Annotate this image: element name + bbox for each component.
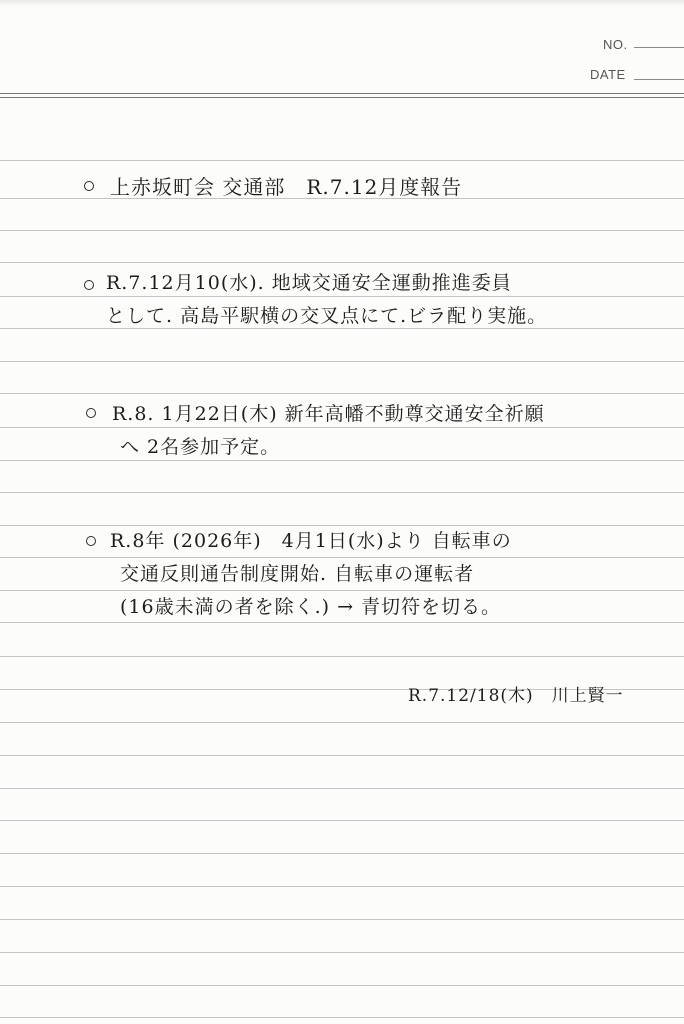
- item2-line2: へ 2名参加予定。: [120, 436, 281, 458]
- ruled-line: [0, 230, 684, 231]
- ruled-line: [0, 460, 684, 461]
- bullet-icon: [86, 536, 96, 546]
- ruled-line: [0, 622, 684, 623]
- ruled-line: [0, 985, 684, 986]
- ruled-line: [0, 557, 684, 558]
- ruled-line: [0, 328, 684, 329]
- no-underline: [634, 47, 684, 48]
- report-title: 上赤坂町会 交通部 R.7.12月度報告: [110, 175, 463, 199]
- ruled-line: [0, 262, 684, 263]
- ruled-line: [0, 492, 684, 493]
- ruled-line: [0, 788, 684, 789]
- date-underline: [634, 79, 684, 80]
- ruled-line: [0, 919, 684, 920]
- page-top-edge: [0, 0, 684, 6]
- ruled-line: [0, 755, 684, 756]
- ruled-line: [0, 656, 684, 657]
- bullet-icon: [86, 408, 96, 418]
- item1-line2: として. 高島平駅横の交叉点にて.ビラ配り実施。: [106, 305, 548, 327]
- item3-line1: R.8年 (2026年) 4月1日(水)より 自転車の: [110, 530, 512, 552]
- ruled-line: [0, 886, 684, 887]
- ruled-line: [0, 393, 684, 394]
- bullet-icon: [84, 280, 94, 290]
- item3-line3: (16歳未満の者を除く.) → 青切符を切る。: [120, 596, 502, 618]
- ruled-line: [0, 952, 684, 953]
- signature-date-author: R.7.12/18(木) 川上賢一: [408, 686, 624, 706]
- ruled-line: [0, 160, 684, 161]
- item2-line1: R.8. 1月22日(木) 新年高幡不動尊交通安全祈願: [112, 403, 545, 425]
- ruled-line: [0, 427, 684, 428]
- ruled-line: [0, 590, 684, 591]
- header-rule-top: [0, 93, 684, 94]
- ruled-line: [0, 820, 684, 821]
- ruled-line: [0, 361, 684, 362]
- ruled-line: [0, 853, 684, 854]
- header-rule-bottom: [0, 97, 684, 98]
- item3-line2: 交通反則通告制度開始. 自転車の運転者: [120, 563, 475, 585]
- date-label: DATE: [590, 67, 626, 82]
- ruled-line: [0, 1017, 684, 1018]
- ruled-line: [0, 296, 684, 297]
- ruled-line: [0, 722, 684, 723]
- no-label: NO.: [603, 37, 628, 52]
- item1-line1: R.7.12月10(水). 地域交通安全運動推進委員: [106, 272, 512, 294]
- bullet-icon: [84, 181, 94, 191]
